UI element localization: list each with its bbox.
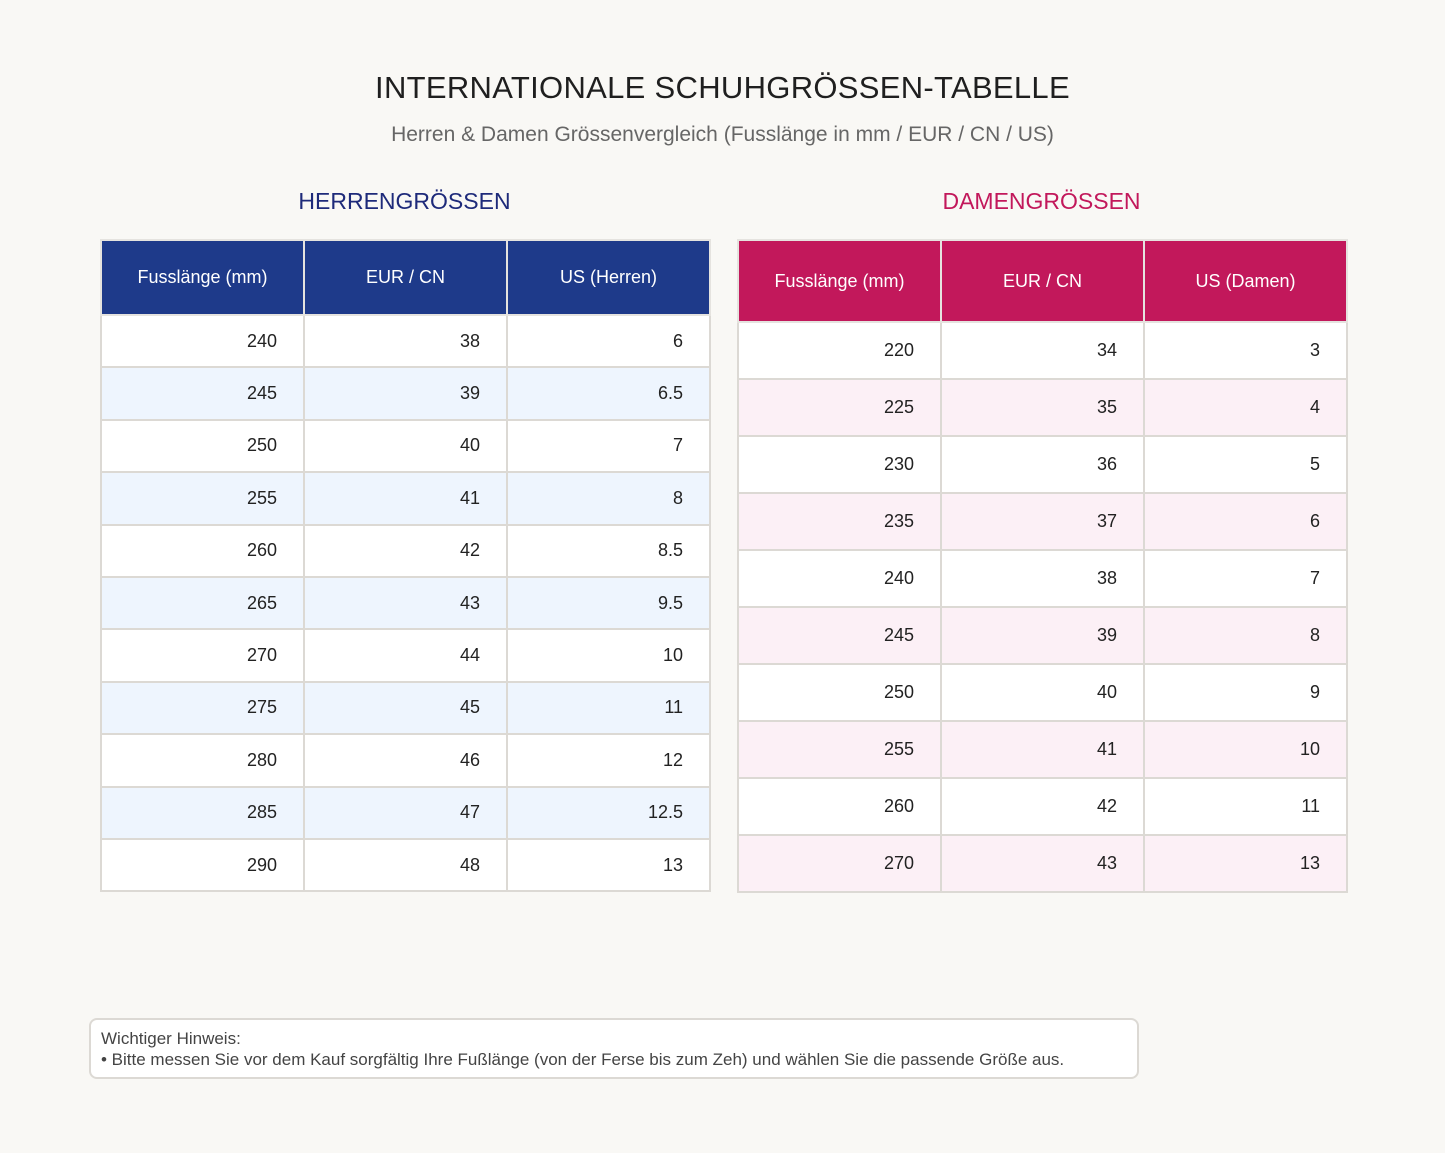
men-foot-length-cell: 290: [101, 839, 304, 891]
women-col-eur-cn: EUR / CN: [941, 240, 1144, 322]
men-foot-length-cell: 285: [101, 787, 304, 839]
men-eur-cn-cell: 41: [304, 472, 507, 524]
women-us-size-cell: 6: [1144, 493, 1347, 550]
women-table-body: [738, 322, 1347, 892]
women-foot-length-cell: 260: [738, 778, 941, 835]
women-col-us: US (Damen): [1144, 240, 1347, 322]
men-foot-length-cell: 240: [101, 315, 304, 367]
men-eur-cn-cell: 45: [304, 682, 507, 734]
women-table-row: [738, 778, 1347, 835]
men-table-row: [101, 472, 710, 524]
men-table-header-row: [101, 240, 710, 315]
men-eur-cn-cell: 42: [304, 525, 507, 577]
women-eur-cn-cell: 38: [941, 550, 1144, 607]
women-eur-cn-cell: 39: [941, 607, 1144, 664]
men-col-eur-cn: EUR / CN: [304, 240, 507, 315]
men-foot-length-cell: 265: [101, 577, 304, 629]
women-foot-length-cell: 220: [738, 322, 941, 379]
women-us-size-cell: 4: [1144, 379, 1347, 436]
men-col-us: US (Herren): [507, 240, 710, 315]
women-eur-cn-cell: 43: [941, 835, 1144, 892]
women-table-header-row: [738, 240, 1347, 322]
women-table-row: [738, 721, 1347, 778]
men-eur-cn-cell: 39: [304, 367, 507, 419]
women-us-size-cell: 7: [1144, 550, 1347, 607]
men-eur-cn-cell: 43: [304, 577, 507, 629]
women-us-size-cell: 11: [1144, 778, 1347, 835]
women-table-row: [738, 607, 1347, 664]
women-table-row: [738, 664, 1347, 721]
men-table-row: [101, 629, 710, 681]
women-table-row: [738, 550, 1347, 607]
men-us-size-cell: 12: [507, 734, 710, 786]
men-eur-cn-cell: 44: [304, 629, 507, 681]
men-table-body: [101, 315, 710, 891]
women-foot-length-cell: 225: [738, 379, 941, 436]
men-foot-length-cell: 245: [101, 367, 304, 419]
women-foot-length-cell: 255: [738, 721, 941, 778]
men-eur-cn-cell: 46: [304, 734, 507, 786]
men-eur-cn-cell: 48: [304, 839, 507, 891]
women-us-size-cell: 9: [1144, 664, 1347, 721]
men-table-row: [101, 839, 710, 891]
men-table-row: [101, 367, 710, 419]
men-table-row: [101, 787, 710, 839]
men-us-size-cell: 10: [507, 629, 710, 681]
women-foot-length-cell: 240: [738, 550, 941, 607]
women-eur-cn-cell: 42: [941, 778, 1144, 835]
women-foot-length-cell: 230: [738, 436, 941, 493]
note-text: • Bitte messen Sie vor dem Kauf sorgfältig Ihre Fußlänge (von der Ferse bis zum Zeh) und wählen Sie die passende Größe aus.: [101, 1050, 1065, 1069]
women-eur-cn-cell: 40: [941, 664, 1144, 721]
women-table-row: [738, 835, 1347, 892]
women-foot-length-cell: 250: [738, 664, 941, 721]
women-us-size-cell: 10: [1144, 721, 1347, 778]
women-foot-length-cell: 270: [738, 835, 941, 892]
men-table-row: [101, 682, 710, 734]
page-subtitle: Herren & Damen Grössenvergleich (Fusslänge in mm / EUR / CN / US): [391, 123, 1054, 146]
women-table-row: [738, 436, 1347, 493]
women-eur-cn-cell: 41: [941, 721, 1144, 778]
men-us-size-cell: 8.5: [507, 525, 710, 577]
women-size-table: [737, 239, 1348, 893]
men-us-size-cell: 11: [507, 682, 710, 734]
men-col-foot-length: Fusslänge (mm): [101, 240, 304, 315]
women-eur-cn-cell: 34: [941, 322, 1144, 379]
men-foot-length-cell: 280: [101, 734, 304, 786]
women-section-title: DAMENGRÖSSEN: [942, 188, 1141, 214]
women-us-size-cell: 5: [1144, 436, 1347, 493]
men-foot-length-cell: 270: [101, 629, 304, 681]
men-eur-cn-cell: 40: [304, 420, 507, 472]
men-us-size-cell: 6: [507, 315, 710, 367]
men-foot-length-cell: 250: [101, 420, 304, 472]
men-us-size-cell: 9.5: [507, 577, 710, 629]
note-heading: Wichtiger Hinweis:: [101, 1029, 241, 1048]
women-eur-cn-cell: 37: [941, 493, 1144, 550]
women-col-foot-length: Fusslänge (mm): [738, 240, 941, 322]
men-table-row: [101, 315, 710, 367]
women-eur-cn-cell: 36: [941, 436, 1144, 493]
men-section-title: HERRENGRÖSSEN: [298, 188, 511, 214]
women-us-size-cell: 13: [1144, 835, 1347, 892]
men-foot-length-cell: 275: [101, 682, 304, 734]
men-eur-cn-cell: 47: [304, 787, 507, 839]
women-us-size-cell: 8: [1144, 607, 1347, 664]
men-size-table: [100, 239, 711, 892]
men-us-size-cell: 8: [507, 472, 710, 524]
women-table-row: [738, 379, 1347, 436]
men-foot-length-cell: 255: [101, 472, 304, 524]
women-foot-length-cell: 245: [738, 607, 941, 664]
women-foot-length-cell: 235: [738, 493, 941, 550]
men-table-row: [101, 420, 710, 472]
men-us-size-cell: 7: [507, 420, 710, 472]
men-us-size-cell: 13: [507, 839, 710, 891]
men-foot-length-cell: 260: [101, 525, 304, 577]
women-table-row: [738, 493, 1347, 550]
women-eur-cn-cell: 35: [941, 379, 1144, 436]
men-eur-cn-cell: 38: [304, 315, 507, 367]
important-note: [89, 1018, 1139, 1079]
men-table-row: [101, 734, 710, 786]
women-table-row: [738, 322, 1347, 379]
page-title: INTERNATIONALE SCHUHGRÖSSEN-TABELLE: [375, 70, 1070, 105]
men-us-size-cell: 12.5: [507, 787, 710, 839]
men-us-size-cell: 6.5: [507, 367, 710, 419]
men-table-row: [101, 577, 710, 629]
men-table-row: [101, 525, 710, 577]
women-us-size-cell: 3: [1144, 322, 1347, 379]
